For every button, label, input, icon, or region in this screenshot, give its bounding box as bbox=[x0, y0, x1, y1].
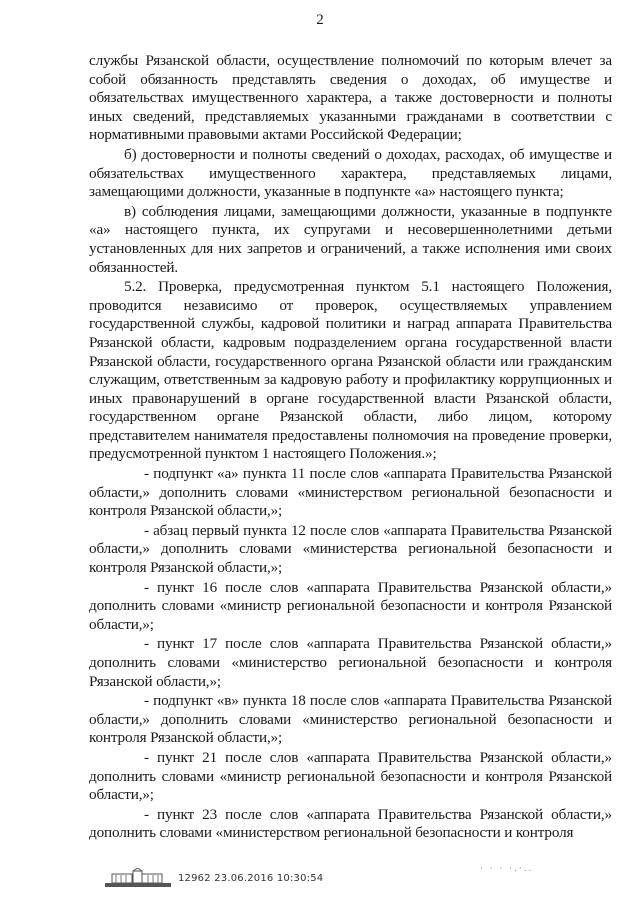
document-footer bbox=[104, 868, 323, 888]
government-building-logo-icon bbox=[104, 868, 172, 888]
list-item: - пункт 23 после слов «аппарата Правительства Рязанской области,» дополнить словами «министерством региональной безопасности и контроля bbox=[89, 805, 612, 842]
list-item: - подпункт «в» пункта 18 после слов «аппарата Правительства Рязанской области,» дополнить словами «министерство региональной безопасности и контроля Рязанской области,»; bbox=[89, 692, 612, 747]
paragraph: 5.2. Проверка, предусмотренная пунктом 5.1 настоящего Положения, проводится независимо от проверок, осуществляемых управлением государственной службы, кадровой политики и наград аппарата Правительства Рязанской области, кадровым подразделением органа государственной власти Рязанской области, государственного органа Рязанской области или гражданским служащим, ответственным за кадровую работу и профилактику коррупционных и иных правонарушений в органе государственной власти Рязанской области, государственном органе Рязанской области, либо лицом, которому представителем нанимателя предоставлены полномочия на проведение проверки, предусмотренной пунктом 1 настоящего Положения.»; bbox=[89, 278, 612, 463]
paragraph: б) достоверности и полноты сведений о доходах, расходах, об имуществе и обязательствах имущественного характера, представляемых лицами, замещающими должности, указанные в подпункте «а» настоящего пункта; bbox=[89, 145, 612, 201]
page-number: 2 bbox=[316, 12, 324, 28]
document-body bbox=[89, 52, 612, 843]
list-item: - пункт 21 после слов «аппарата Правительства Рязанской области,» дополнить словами «министр региональной безопасности и контроля Рязанской области,»; bbox=[89, 748, 612, 804]
paragraph: службы Рязанской области, осуществление полномочий по которым влечет за собой обязанность представлять сведения о доходах, об имуществе и обязательствах имущественного характера, а также достоверности и полноты иных сведений, представляемых указанными гражданами в соответствии с нормативными правовыми актами Российской Федерации; bbox=[89, 52, 612, 144]
document-code: 12962 23.06.2016 10:30:54 bbox=[178, 872, 324, 884]
list-item: - абзац первый пункта 12 после слов «аппарата Правительства Рязанской области,» дополнить словами «министерства региональной безопасности и контроля Рязанской области,»; bbox=[89, 521, 612, 577]
paragraph: в) соблюдения лицами, замещающими должности, указанные в подпункте «а» настоящего пункта, их супругами и несовершеннолетними детьми установленных для них запретов и ограничений, а также исполнения ими своих обязанностей. bbox=[89, 202, 612, 276]
list-item: - пункт 16 после слов «аппарата Правительства Рязанской области,» дополнить словами «министр региональной безопасности и контроля Рязанской области,»; bbox=[89, 578, 612, 633]
list-item: - подпункт «а» пункта 11 после слов «аппарата Правительства Рязанской области,» дополнить словами «министерством региональной безопасности и контроля Рязанской области,»; bbox=[89, 465, 612, 520]
scan-artifact: · · · ·.·.. bbox=[480, 864, 534, 874]
list-item: - пункт 17 после слов «аппарата Правительства Рязанской области,» дополнить словами «министерство региональной безопасности и контроля Рязанской области,»; bbox=[89, 635, 612, 690]
